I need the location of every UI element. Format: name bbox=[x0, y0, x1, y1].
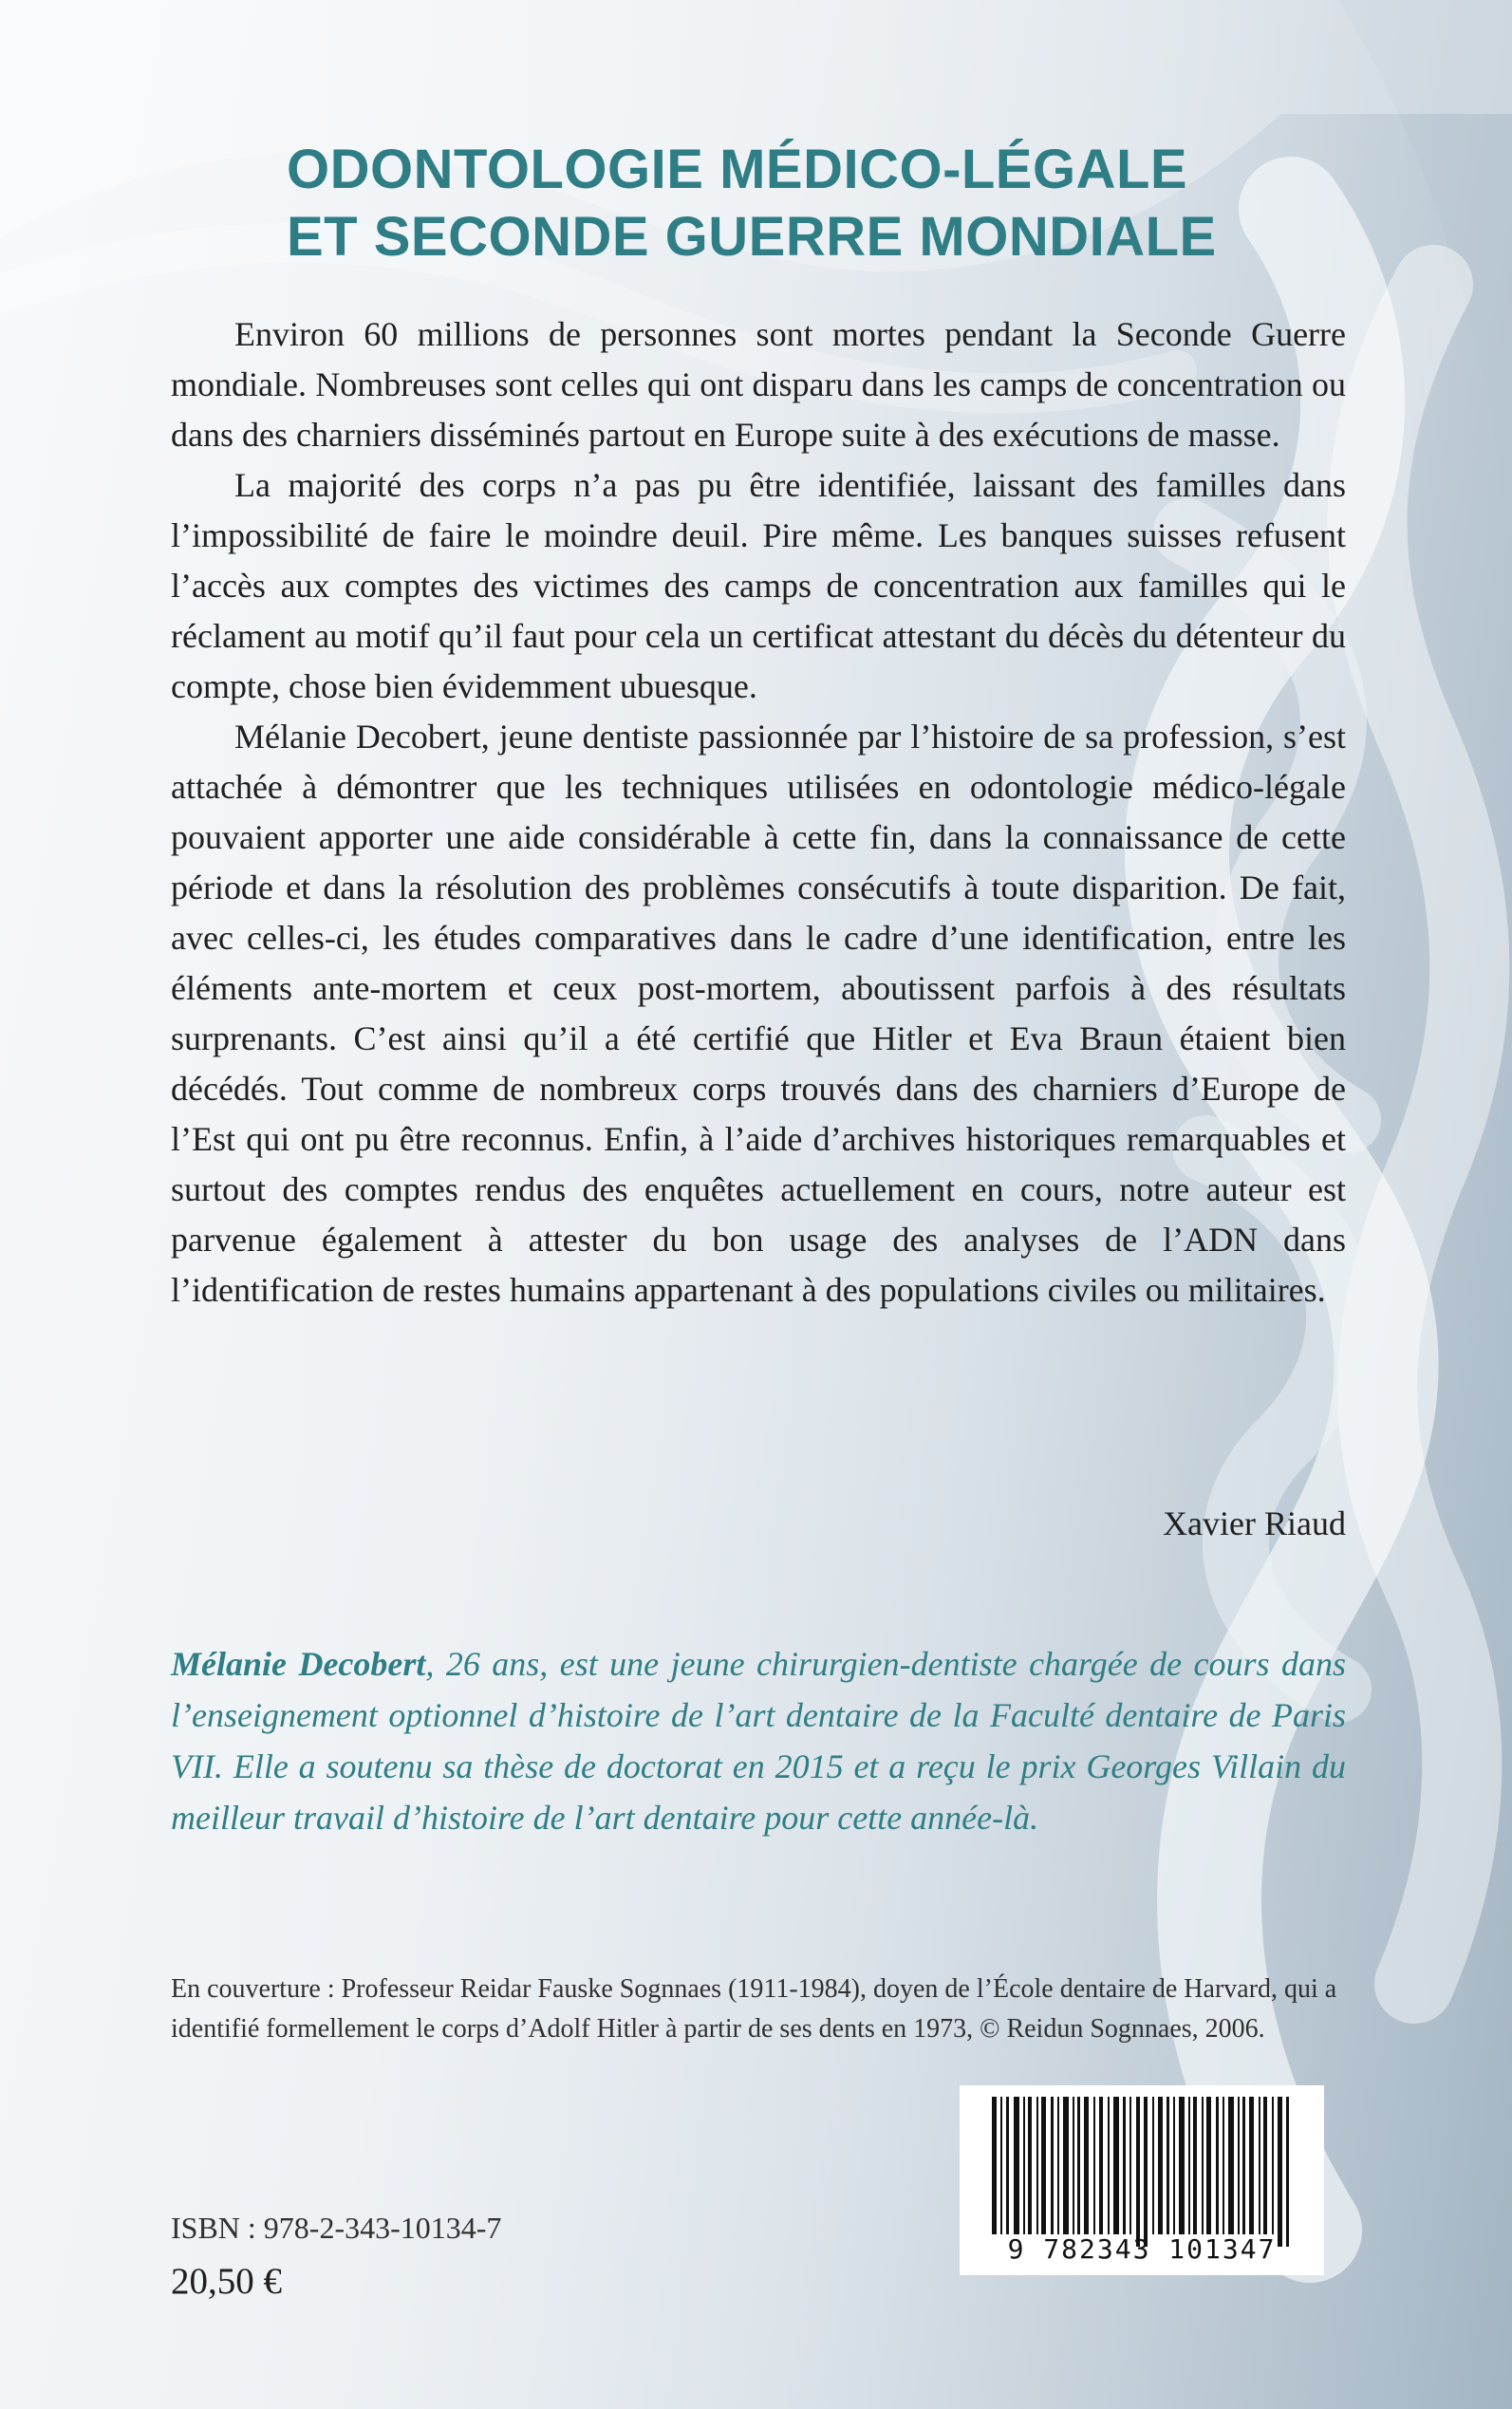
book-title bbox=[287, 136, 1236, 271]
barcode-number: 9 782343 101347 bbox=[1007, 2233, 1277, 2265]
book-title-line-1: ODONTOLOGIE MÉDICO-LÉGALE bbox=[287, 138, 1188, 200]
isbn-label: ISBN : 978-2-343-10134-7 bbox=[171, 2211, 502, 2245]
summary-paragraph-1: Environ 60 millions de personnes sont mortes pendant la Seconde Guerre mondiale. Nombreuses sont celles qui ont disparu dans les camps de concentration ou dans des charniers disséminés partout en Europe suite à des exécutions de masse. bbox=[171, 315, 1346, 454]
author-biography-text: , 26 ans, est une jeune chirurgien-dentiste chargée de cours dans l’enseignement optionnel d’histoire de l’art dentaire de la Faculté dentaire de Paris VII. Elle a soutenu sa thèse de doctorat en 2015 et a reçu le prix Georges Villain du meilleur travail d’histoire de l’art dentaire pour cette année-là. bbox=[171, 1645, 1347, 1837]
cover-credit: En couverture : Professeur Reidar Fauske Sognnaes (1911-1984), doyen de l’École dentaire de Harvard, qui a identifié formellement le corps d’Adolf Hitler à partir de ses dents en 1973, © Reidun Sognnaes, 2006. bbox=[171, 1974, 1337, 2044]
barcode bbox=[960, 2085, 1324, 2275]
summary-signature: Xavier Riaud bbox=[1163, 1504, 1346, 1542]
summary-text bbox=[171, 309, 1346, 1316]
author-biography bbox=[171, 1638, 1346, 1843]
summary-paragraph-2: La majorité des corps n’a pas pu être identifiée, laissant des familles dans l’impossibilité de faire le moindre deuil. Pire même. Les banques suisses refusent l’accès aux comptes des victimes des camps de concentration aux familles qui le réclament au motif qu’il faut pour cela un certificat attestant du décès du détenteur du compte, chose bien évidemment ubuesque. bbox=[171, 466, 1346, 705]
book-title-line-2: ET SECONDE GUERRE MONDIALE bbox=[287, 205, 1217, 268]
summary-paragraph-3: Mélanie Decobert, jeune dentiste passionnée par l’histoire de sa profession, s’est attachée à démontrer que les techniques utilisées en odontologie médico-légale pouvaient apporter une aide considérable à cette fin, dans la connaissance de cette période et dans la résolution des problèmes consécutifs à toute disparition. De fait, avec celles-ci, les études comparatives dans le cadre d’une identification, entre les éléments ante-mortem et ceux post-mortem, aboutissent parfois à des résultats surprenants. C’est ainsi qu’il a été certifié que Hitler et Eva Braun étaient bien décédés. Tout comme de nombreux corps trouvés dans des charniers d’Europe de l’Est qui ont pu être reconnus. Enfin, à l’aide d’archives historiques remarquables et surtout des comptes rendus des enquêtes actuellement en cours, notre auteur est parvenue également à attester du bon usage des analyses de l’ADN dans l’identification de restes humains appartenant à des populations civiles ou militaires. bbox=[171, 718, 1346, 1309]
price-label: 20,50 € bbox=[171, 2261, 282, 2302]
author-name: Mélanie Decobert bbox=[171, 1645, 426, 1683]
